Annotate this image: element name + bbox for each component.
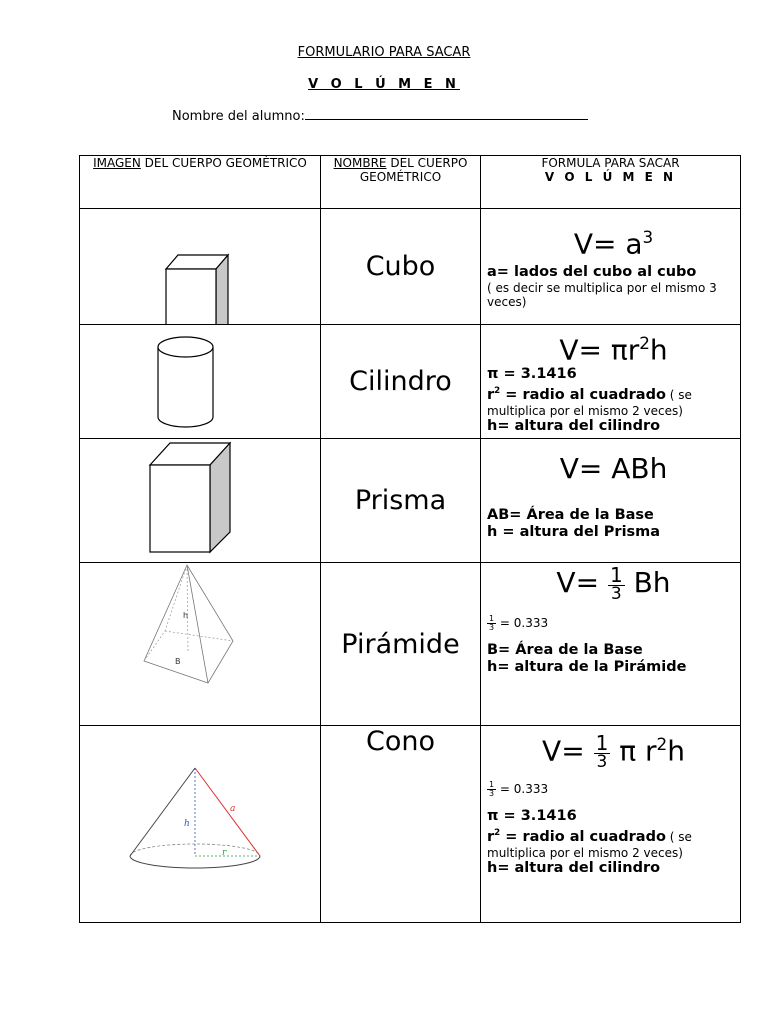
table-header-row [80, 156, 741, 209]
formula-base: AB= Área de la Base [487, 507, 654, 523]
formula-fraction-value: $\frac{1}{3}$ = 0.333 [489, 614, 549, 632]
pyramid-h-label: h [183, 611, 189, 620]
formula-pi: π = 3.1416 [487, 366, 577, 383]
cone-icon [80, 726, 320, 922]
header-image: IMAGEN DEL CUERPO GEOMÉTRICO [80, 156, 321, 209]
page-title: FORMULARIO PARA SACAR [297, 45, 471, 60]
cone-r-label: r [222, 848, 227, 858]
row-formula [481, 726, 741, 923]
formula-height: h= altura de la Pirámide [487, 659, 687, 675]
row-formula [481, 563, 741, 726]
table-row [80, 325, 741, 439]
table-row [80, 726, 741, 923]
formula-main: V= ABh [559, 452, 668, 485]
pyramid-icon [80, 563, 320, 725]
formula-height: h= altura del cilindro [487, 418, 661, 435]
header-name: NOMBRE DEL CUERPO GEOMÉTRICO [321, 156, 481, 209]
row-name: Cono [321, 726, 481, 923]
table-row [80, 209, 741, 325]
row-name: Prisma [321, 439, 481, 563]
page-subtitle: V O L Ú M E N [308, 77, 460, 92]
student-name-field[interactable] [172, 108, 588, 124]
formula-main: V= $\frac{1}{3}$ Bh [556, 563, 671, 604]
row-name: Pirámide [321, 563, 481, 726]
cube-image [80, 209, 321, 325]
cone-a-label: a [230, 804, 236, 814]
row-formula [481, 209, 741, 325]
row-formula [481, 325, 741, 439]
student-name-label: Nombre del alumno: [172, 109, 305, 124]
formula-height: h = altura del Prisma [487, 524, 661, 540]
formula-height: h= altura del cilindro [487, 860, 661, 877]
formula-base: B= Área de la Base [487, 642, 643, 658]
formula-main: V= $\frac{1}{3}$ π $r^2h$ [542, 731, 685, 773]
cone-h-label: h [184, 819, 190, 829]
formula-radius: $r^2$ = radio al cuadrado ( se multiplica por el mismo 2 veces) [487, 386, 692, 419]
row-name: Cilindro [321, 325, 481, 439]
row-formula [481, 439, 741, 563]
formula-radius: $r^2$ = radio al cuadrado ( se multiplica por el mismo 2 veces) [487, 828, 692, 861]
volume-formula-table [79, 155, 741, 923]
header-formula: FORMULA PARA SACAR V O L Ú M E N [481, 156, 741, 209]
formula-main: $V= \pi r^2h$ [559, 333, 668, 367]
formula-desc: a= lados del cubo al cubo [487, 264, 697, 281]
table-row [80, 439, 741, 563]
formula-note: ( es decir se multiplica por el mismo 3 veces) [487, 281, 717, 310]
prism-image [80, 439, 321, 563]
formula-pi: π = 3.1416 [487, 808, 577, 825]
formula-main: $V= a^3$ [573, 227, 654, 261]
prism-icon [80, 439, 320, 562]
cylinder-image [80, 325, 321, 439]
cylinder-icon [80, 325, 320, 438]
formula-fraction-value: $\frac{1}{3}$ = 0.333 [489, 780, 549, 799]
cube-icon [80, 209, 320, 324]
cone-image [80, 726, 321, 923]
pyramid-image [80, 563, 321, 726]
row-name: Cubo [321, 209, 481, 325]
table-row [80, 563, 741, 726]
student-name-line[interactable] [305, 108, 588, 120]
pyramid-b-label: B [175, 657, 181, 666]
